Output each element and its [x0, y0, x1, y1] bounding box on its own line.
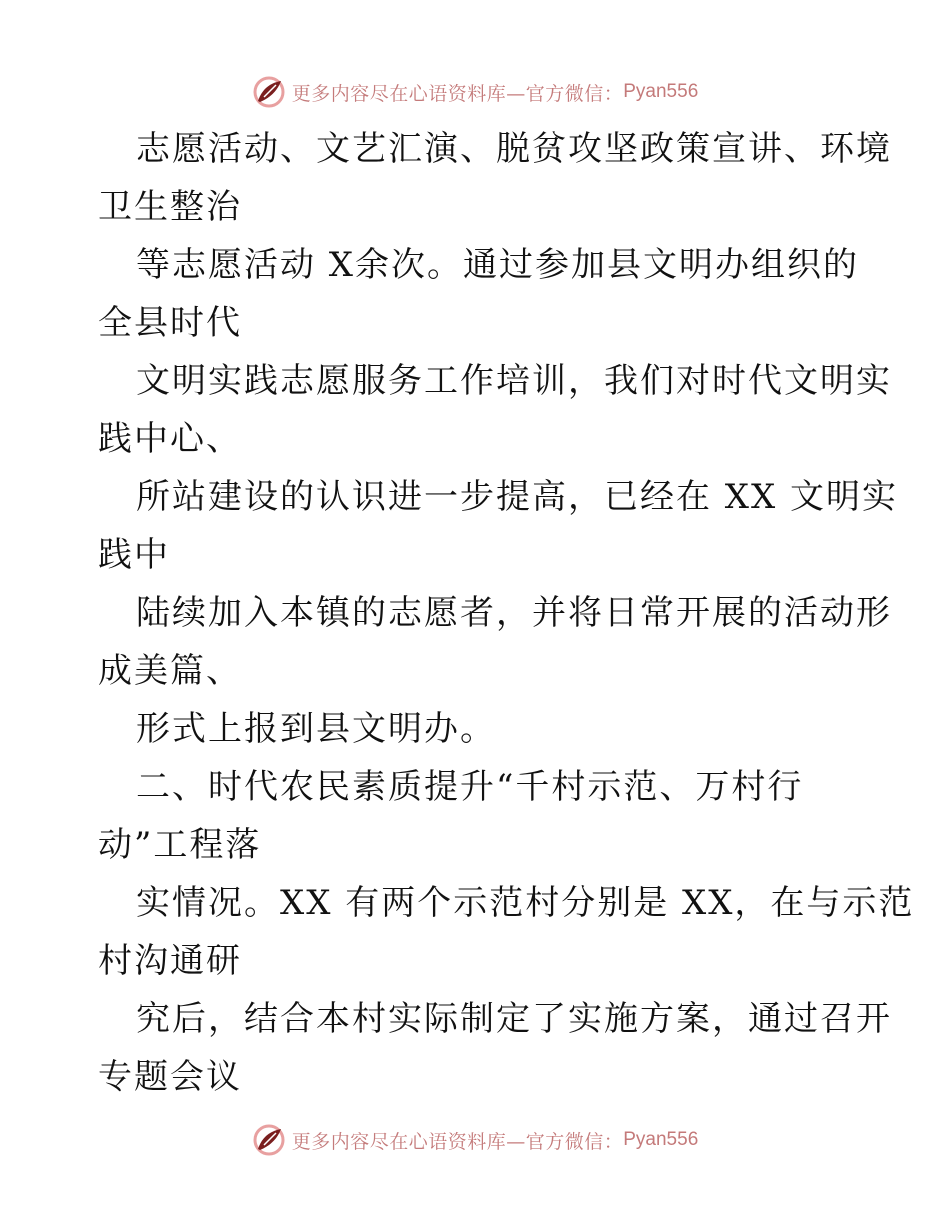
body-line: 践中: [98, 535, 170, 575]
body-line: 动”工程落: [98, 825, 262, 865]
pen-nib-logo-icon: [252, 75, 286, 109]
watermark-text: 更多内容尽在心语资料库—官方微信：: [291, 82, 624, 105]
body-line: 陆续加入本镇的志愿者，并将日常开展的活动形: [136, 593, 892, 633]
header-watermark: [0, 72, 950, 112]
body-line: 文明实践志愿服务工作培训，我们对时代文明实: [136, 361, 892, 401]
body-line: 成美篇、: [98, 651, 242, 691]
watermark-text: 更多内容尽在心语资料库—官方微信：: [291, 1130, 624, 1153]
body-line: 村沟通研: [98, 941, 242, 981]
body-line: 实情况。XX 有两个示范村分别是 XX，在与示范: [136, 883, 915, 923]
body-line: 形式上报到县文明办。: [136, 709, 496, 749]
body-line: 所站建设的认识进一步提高，已经在 XX 文明实: [136, 477, 899, 517]
body-line: 专题会议: [98, 1057, 242, 1097]
body-line: 等志愿活动 X余次。通过参加县文明办组织的: [136, 245, 860, 285]
body-line: 践中心、: [98, 419, 242, 459]
body-line: 志愿活动、文艺汇演、脱贫攻坚政策宣讲、环境: [136, 129, 892, 169]
watermark-handle: Pyan556: [623, 81, 699, 102]
body-line: 全县时代: [98, 303, 242, 343]
watermark-handle: Pyan556: [623, 1129, 699, 1150]
pen-nib-logo-icon: [252, 1123, 286, 1157]
body-line: 究后，结合本村实际制定了实施方案，通过召开: [136, 999, 892, 1039]
section-heading: 二、时代农民素质提升“千村示范、万村行: [136, 767, 804, 807]
body-line: 卫生整治: [98, 187, 242, 227]
footer-watermark: [0, 1120, 950, 1160]
document-body: [98, 120, 915, 1106]
